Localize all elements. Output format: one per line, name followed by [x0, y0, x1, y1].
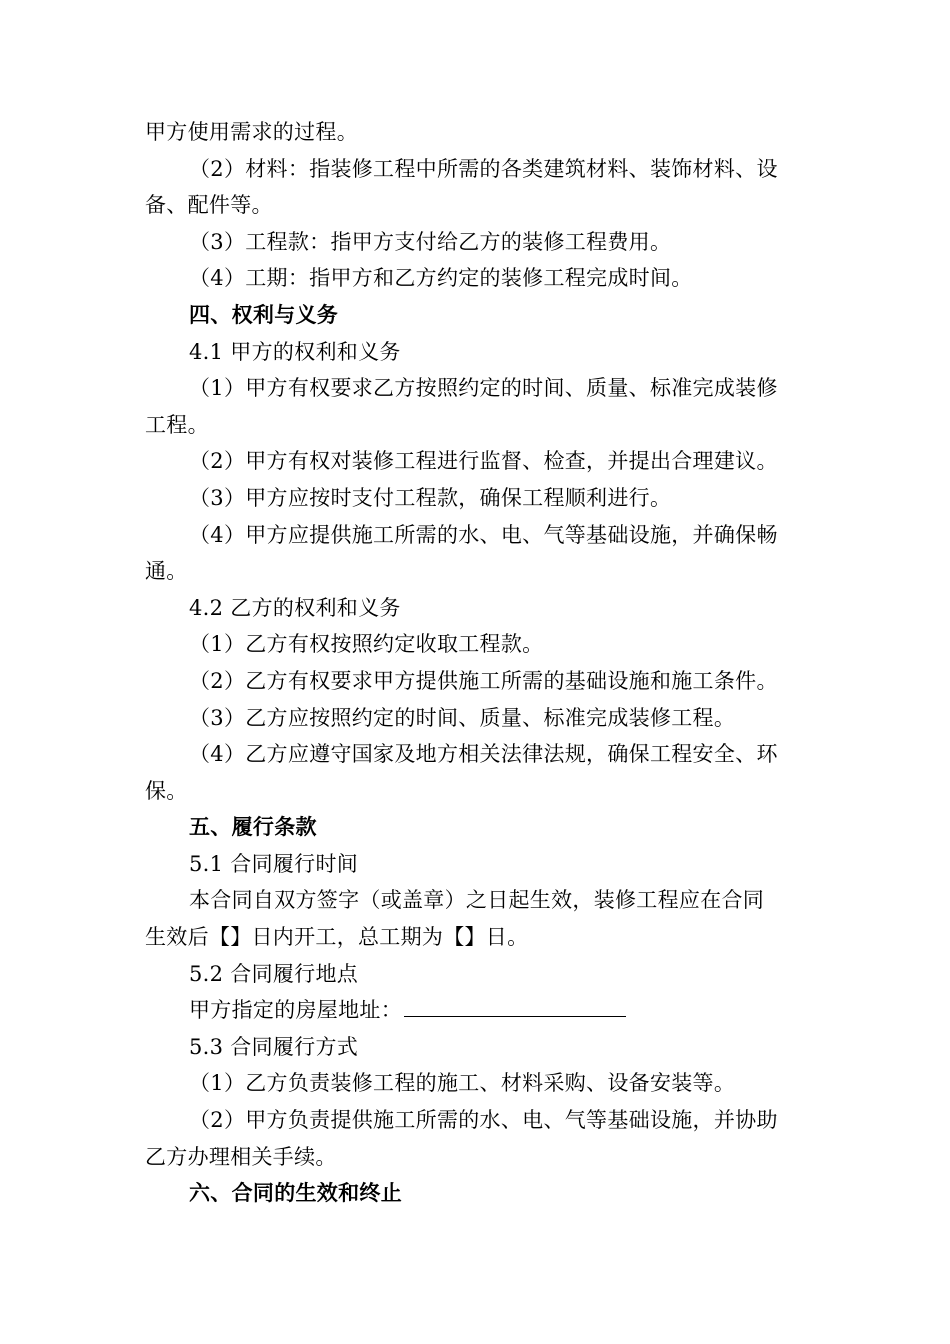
document-page	[145, 114, 815, 1212]
line-text: 5.1 合同履行时间	[189, 851, 359, 876]
paragraph-line	[145, 187, 815, 224]
paragraph-line	[145, 992, 815, 1029]
address-blank-field	[404, 996, 626, 1017]
line-text: （2）材料：指装修工程中所需的各类建筑材料、装饰材料、设	[189, 156, 778, 181]
line-text: 4.2 乙方的权利和义务	[189, 595, 401, 620]
paragraph-line	[145, 151, 815, 188]
paragraph-line	[145, 773, 815, 810]
paragraph-line	[145, 517, 815, 554]
section-heading	[145, 1175, 815, 1212]
paragraph-line	[145, 114, 815, 151]
line-text: （4）乙方应遵守国家及地方相关法律法规，确保工程安全、环	[189, 742, 778, 767]
line-text: 保。	[145, 778, 188, 803]
paragraph-line	[145, 1065, 815, 1102]
section-heading	[145, 809, 815, 846]
line-text: 五、履行条款	[189, 815, 317, 840]
line-text: （1）乙方有权按照约定收取工程款。	[189, 632, 544, 657]
paragraph-line	[145, 1029, 815, 1066]
line-text: 本合同自双方签字（或盖章）之日起生效，装修工程应在合同	[189, 888, 765, 913]
line-text: 四、权利与义务	[189, 302, 339, 327]
paragraph-line	[145, 1139, 815, 1176]
line-text: 5.2 合同履行地点	[189, 961, 359, 986]
line-text: 通。	[145, 559, 188, 584]
paragraph-line	[145, 370, 815, 407]
section-heading	[145, 297, 815, 334]
line-text: 甲方使用需求的过程。	[145, 120, 358, 144]
line-text: 乙方办理相关手续。	[145, 1144, 337, 1169]
line-text: 六、合同的生效和终止	[189, 1181, 402, 1206]
line-text: （2）甲方有权对装修工程进行监督、检查，并提出合理建议。	[189, 449, 778, 474]
paragraph-line	[145, 700, 815, 737]
line-text: 甲方指定的房屋地址：	[189, 998, 402, 1023]
paragraph-line	[145, 882, 815, 919]
line-text: 4.1 甲方的权利和义务	[189, 339, 401, 364]
paragraph-line	[145, 736, 815, 773]
line-text: （3）工程款：指甲方支付给乙方的装修工程费用。	[189, 229, 672, 254]
line-text: （1）甲方有权要求乙方按照约定的时间、质量、标准完成装修	[189, 376, 778, 401]
line-text: （2）甲方负责提供施工所需的水、电、气等基础设施，并协助	[189, 1108, 778, 1133]
paragraph-line	[145, 480, 815, 517]
line-text: 5.3 合同履行方式	[189, 1034, 359, 1059]
paragraph-line	[145, 553, 815, 590]
paragraph-line	[145, 1102, 815, 1139]
line-text: （3）乙方应按照约定的时间、质量、标准完成装修工程。	[189, 705, 736, 730]
paragraph-line	[145, 224, 815, 261]
line-text: （3）甲方应按时支付工程款，确保工程顺利进行。	[189, 485, 672, 510]
paragraph-line	[145, 260, 815, 297]
paragraph-line	[145, 956, 815, 993]
line-text: （4）工期：指甲方和乙方约定的装修工程完成时间。	[189, 266, 693, 291]
paragraph-line	[145, 407, 815, 444]
line-text: 备、配件等。	[145, 193, 273, 218]
paragraph-line	[145, 626, 815, 663]
line-text: 生效后【】日内开工，总工期为【】日。	[145, 925, 529, 950]
paragraph-line	[145, 334, 815, 371]
paragraph-line	[145, 919, 815, 956]
paragraph-line	[145, 590, 815, 627]
line-text: （1）乙方负责装修工程的施工、材料采购、设备安装等。	[189, 1071, 736, 1096]
paragraph-line	[145, 663, 815, 700]
line-text: （2）乙方有权要求甲方提供施工所需的基础设施和施工条件。	[189, 668, 778, 693]
line-text: 工程。	[145, 412, 209, 437]
line-text: （4）甲方应提供施工所需的水、电、气等基础设施，并确保畅	[189, 522, 778, 547]
paragraph-line	[145, 443, 815, 480]
paragraph-line	[145, 846, 815, 883]
